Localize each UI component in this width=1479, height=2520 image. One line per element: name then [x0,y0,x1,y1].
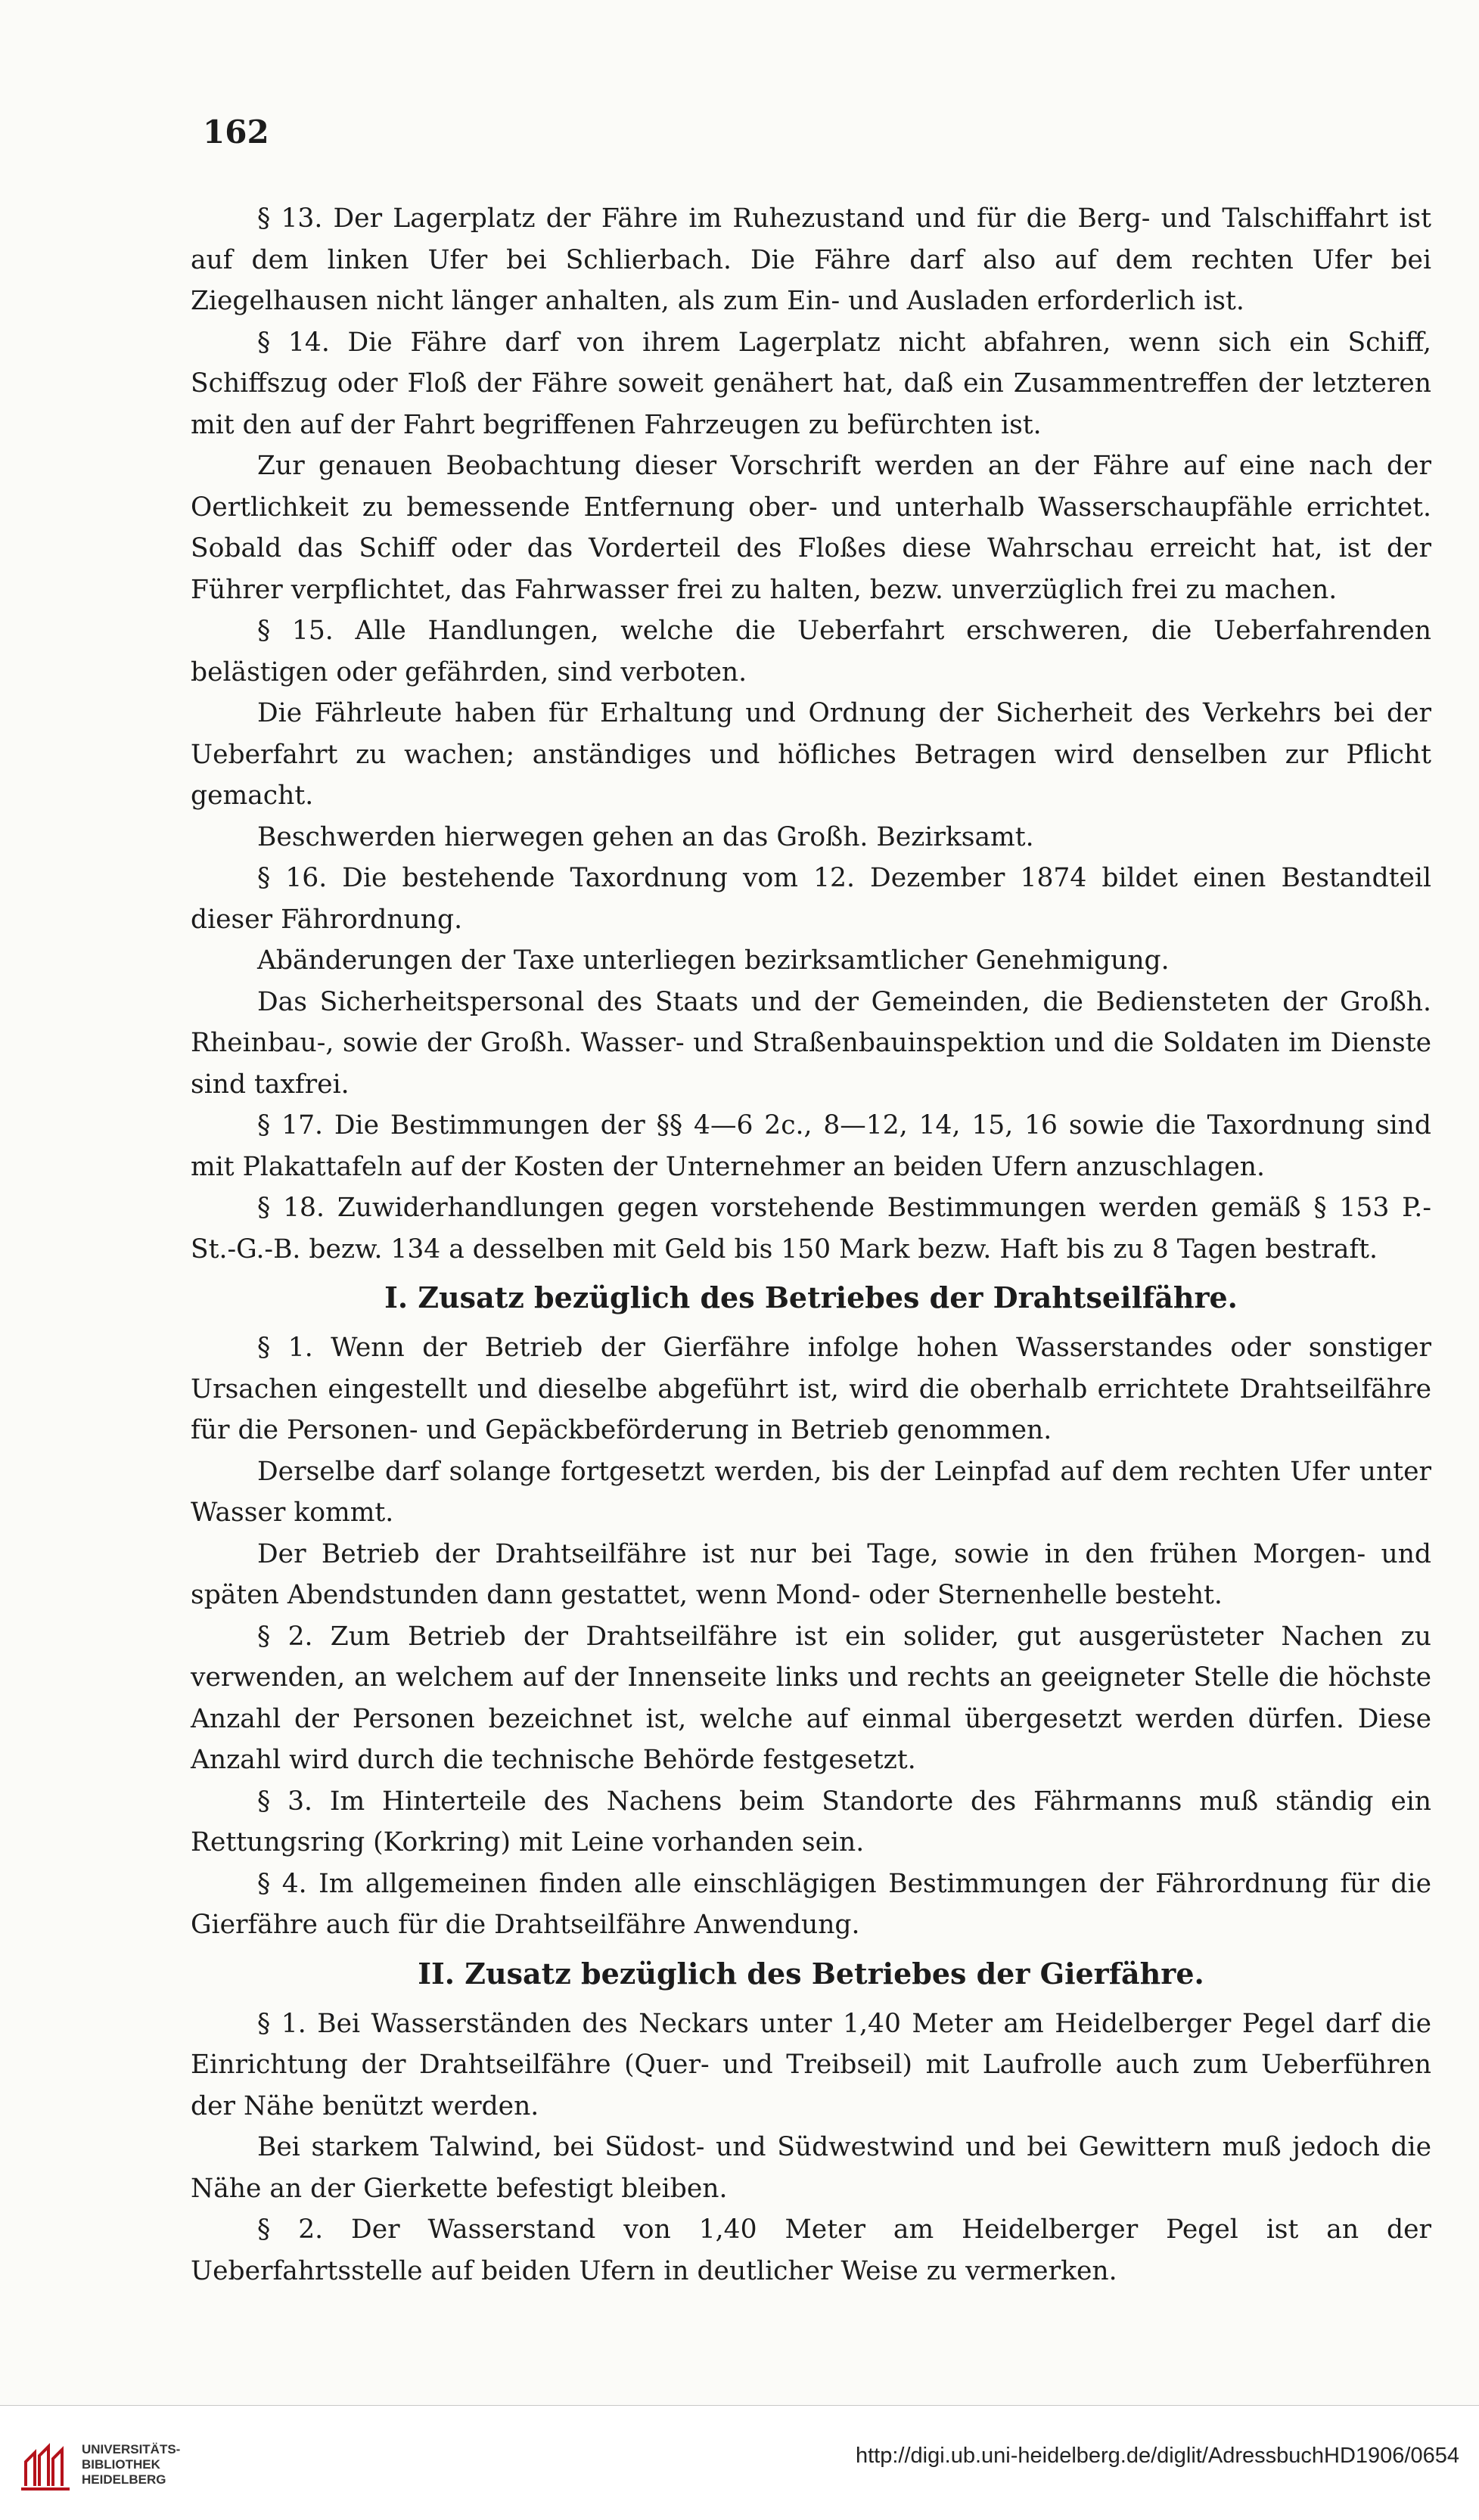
library-name-line: UNIVERSITÄTS- [82,2442,181,2456]
paragraph-15-complaints: Beschwerden hierwegen gehen an das Großh. Bezirksamt. [257,821,1034,852]
cable-ferry-paragraph-1b: Bei starkem Talwind, bei Südost- und Südwestwind und bei Gewittern muß jedoch die Nähe an der Gierkette befestigt bleiben. [191,2132,1431,2204]
paragraph-15-cont: Die Fährleute haben für Erhaltung und Ordnung der Sicherheit des Verkehrs bei der Ueberfahrt zu wachen; anständiges und höfliches Betragen wird denselben zur Pflicht gemacht. [191,698,1431,811]
paragraph-14-cont: Zur genauen Beobachtung dieser Vorschrift werden an der Fähre auf eine nach der Oertlichkeit zu bemessende Entfernung ober- und unterhalb Wasserschaupfähle errichtet. Sobald das Schiff oder das Vorderteil des Floßes diese Wahrschau erreicht hat, ist der Führer verpflichtet, das Fahrwasser frei zu halten, bezw. unverzüglich frei zu machen. [191,451,1431,605]
wire-ferry-paragraph-2: § 2. Zum Betrieb der Drahtseilfähre ist ein solider, gut ausgerüsteter Nachen zu verwenden, an welchem auf der Innenseite links und rechts an geeigneter Stelle die höchste Anzahl der Personen bezeichnet ist, welche auf einmal übergesetzt werden dürfen. Diese Anzahl wird durch die technische Behörde festgesetzt. [191,1621,1431,1775]
wire-ferry-paragraph-1: § 1. Wenn der Betrieb der Gierfähre infolge hohen Wasserstandes oder sonstiger Ursachen eingestellt und dieselbe abgeführt ist, wird die oberhalb errichtete Drahtseilfähre für die Personen- und Gepäckbeförderung in Betrieb genommen. [191,1333,1431,1445]
paragraph-14: § 14. Die Fähre darf von ihrem Lagerplatz nicht abfahren, wenn sich ein Schiff, Schiffszug oder Floß der Fähre soweit genähert hat, daß ein Zusammentreffen der letzteren mit den auf der Fahrt begriffenen Fahrzeugen zu befürchten ist. [191,327,1431,440]
digitization-footer [0,2405,1479,2520]
university-library-logo-icon [17,2436,77,2497]
wire-ferry-paragraph-1b: Derselbe darf solange fortgesetzt werden, bis der Leinpfad auf dem rechten Ufer unter Wasser kommt. [191,1456,1431,1528]
body-text [191,198,1431,2292]
cable-ferry-paragraph-1: § 1. Bei Wasserständen des Neckars unter 1,40 Meter am Heidelberger Pegel darf die Einrichtung der Drahtseilfähre (Quer- und Treibseil) mit Laufrolle auch zum Ueberführen der Nähe benützt werden. [191,2008,1431,2121]
section-heading-wire-ferry: I. Zusatz bezüglich des Betriebes der Drahtseilfähre. [384,1280,1238,1314]
source-url-link[interactable]: http://digi.ub.uni-heidelberg.de/diglit/AdressbuchHD1906/0654 [855,2444,1459,2468]
paragraph-13: § 13. Der Lagerplatz der Fähre im Ruhezustand und für die Berg- und Talschiffahrt ist auf dem linken Ufer bei Schlierbach. Die Fähre darf also auf dem rechten Ufer bei Ziegelhausen nicht länger anhalten, als zum Ein- und Ausladen erforderlich ist. [191,203,1431,316]
wire-ferry-paragraph-3: § 3. Im Hinterteile des Nachens beim Standorte des Fährmanns muß ständig ein Rettungsring (Korkring) mit Leine vorhanden sein. [191,1786,1431,1857]
paragraph-18: § 18. Zuwiderhandlungen gegen vorstehende Bestimmungen werden gemäß § 153 P.-St.-G.-B. bezw. 134 a desselben mit Geld bis 150 Mark bezw. Haft bis zu 8 Tagen bestraft. [191,1193,1431,1265]
page-number: 162 [203,113,269,151]
paragraph-17: § 17. Die Bestimmungen der §§ 4—6 2c., 8—12, 14, 15, 16 sowie die Taxordnung sind mit Plakattafeln auf der Kosten der Unternehmer an beiden Ufern anzuschlagen. [191,1110,1431,1182]
paragraph-15: § 15. Alle Handlungen, welche die Ueberfahrt erschweren, die Ueberfahrenden belästigen oder gefährden, sind verboten. [191,616,1431,687]
wire-ferry-paragraph-1c: Der Betrieb der Drahtseilfähre ist nur bei Tage, sowie in den frühen Morgen- und späten Abendstunden dann gestattet, wenn Mond- oder Sternenhelle besteht. [191,1538,1431,1610]
cable-ferry-paragraph-2: § 2. Der Wasserstand von 1,40 Meter am Heidelberger Pegel ist an der Ueberfahrtsstelle auf beiden Ufern in deutlicher Weise zu vermerken. [191,2214,1431,2286]
library-name-line: HEIDELBERG [82,2472,166,2487]
paragraph-16-changes: Abänderungen der Taxe unterliegen bezirksamtlicher Genehmigung. [257,945,1170,976]
section-heading-cable-ferry: II. Zusatz bezüglich des Betriebes der Gierfähre. [418,1956,1204,1991]
paragraph-16: § 16. Die bestehende Taxordnung vom 12. Dezember 1874 bildet einen Bestandteil dieser Fährordnung. [191,863,1431,935]
wire-ferry-paragraph-4: § 4. Im allgemeinen finden alle einschlägigen Bestimmungen der Fährordnung für die Gierfähre auch für die Drahtseilfähre Anwendung. [191,1868,1431,1940]
library-name [82,2442,180,2487]
paragraph-16-exempt: Das Sicherheitspersonal des Staats und der Gemeinden, die Bediensteten der Großh. Rheinbau-, sowie der Großh. Wasser- und Straßenbauinspektion und die Soldaten im Dienste sind taxfrei. [191,986,1431,1100]
library-name-line: BIBLIOTHEK [82,2457,160,2472]
